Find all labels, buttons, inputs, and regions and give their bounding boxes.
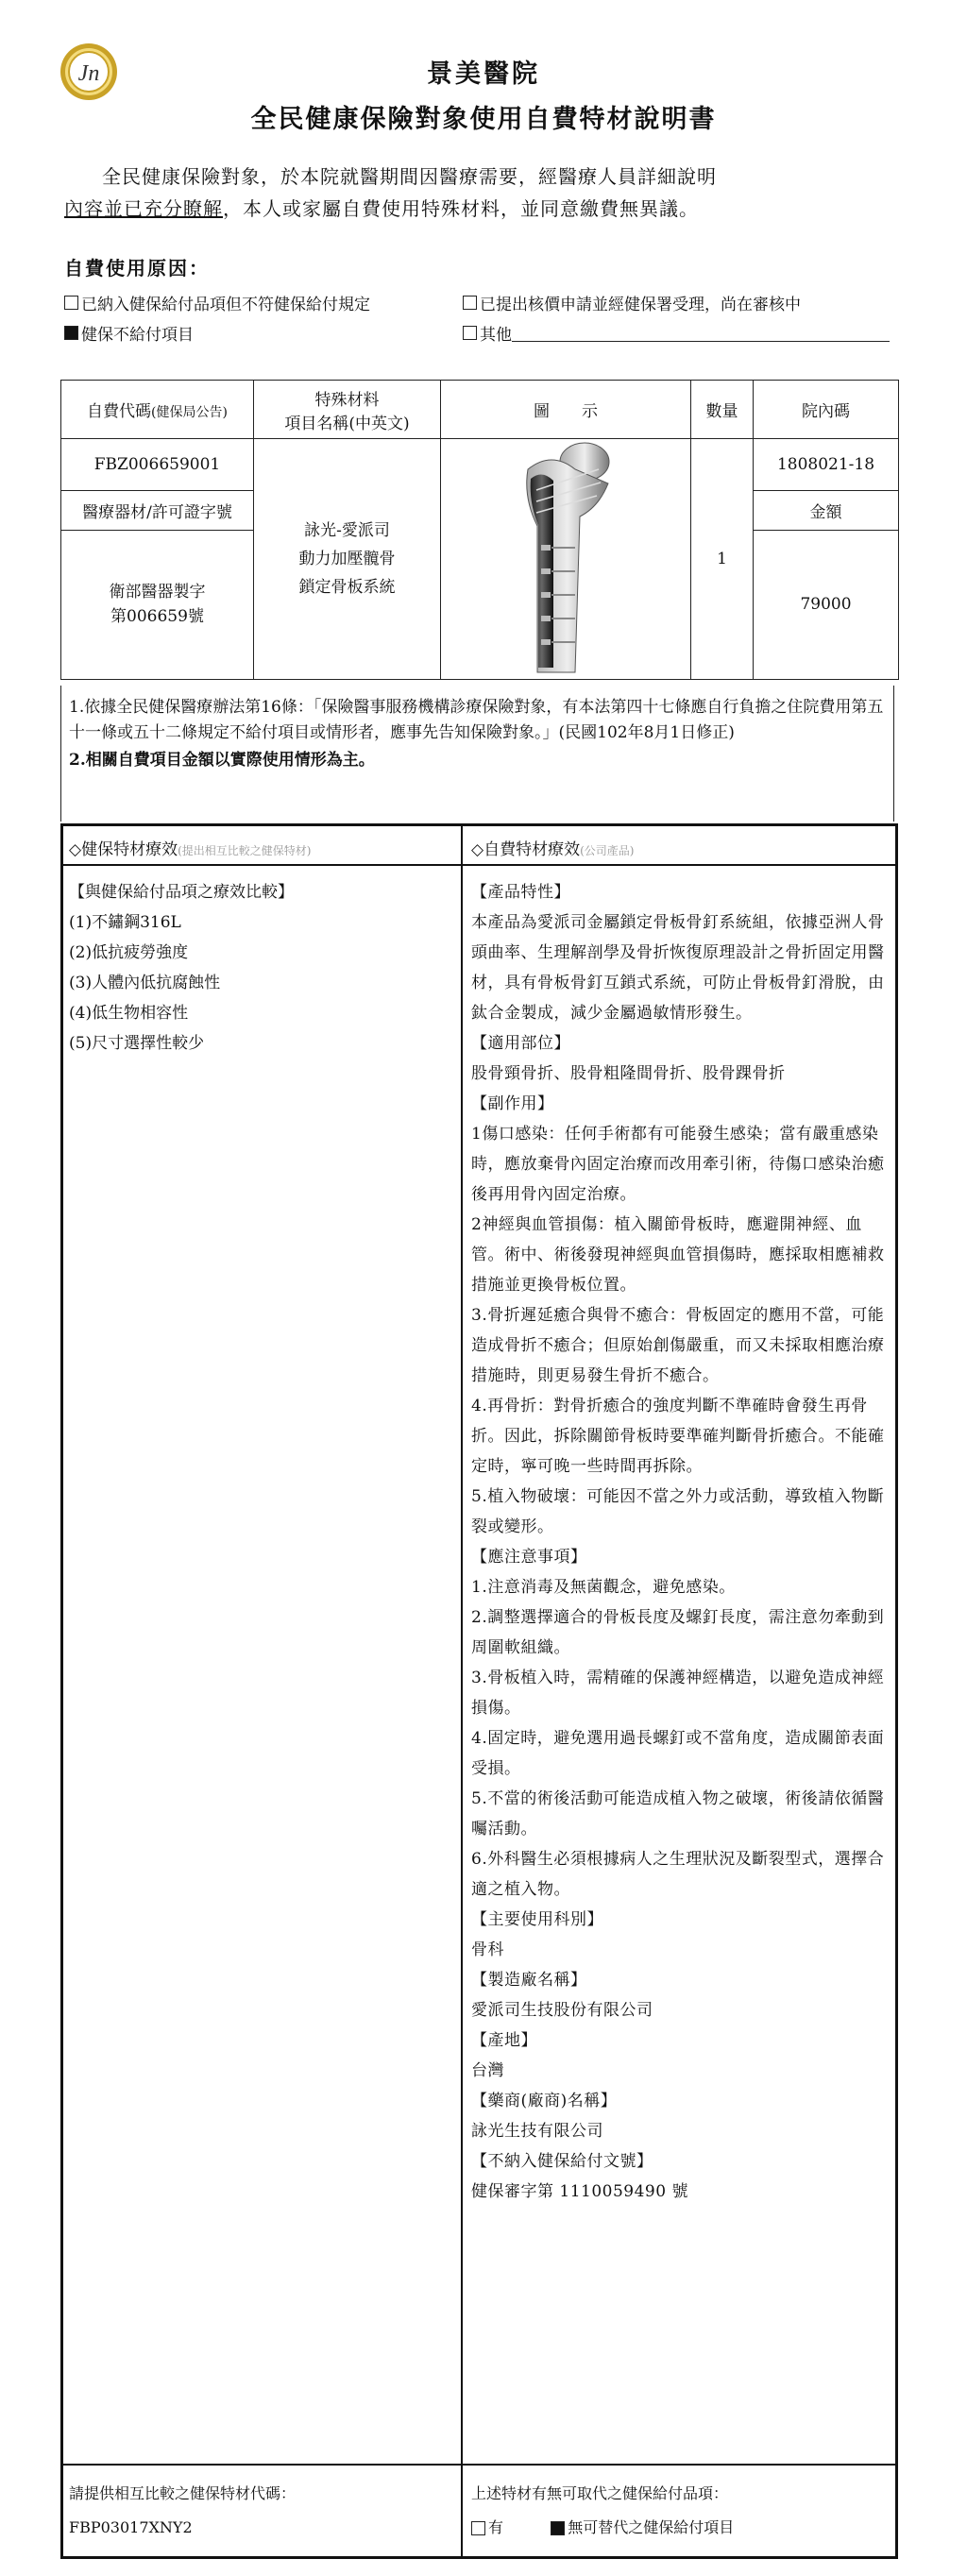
paragraph: 台灣: [471, 2061, 504, 2080]
header-material: 特殊材料 項目名稱(中英文): [254, 381, 441, 439]
license-value: 衛部醫器製字 第006659號: [61, 530, 254, 679]
paragraph: 愛派司生技股份有限公司: [471, 2001, 653, 2020]
header-divider: [63, 864, 895, 866]
bone-plate-image: [495, 441, 636, 677]
option-label: 健保不給付項目: [81, 326, 194, 345]
list-item: 【與健保給付品項之療效比較】: [69, 883, 294, 902]
logo-text: Jn: [77, 61, 100, 86]
section-heading: 【主要使用科別】: [471, 1910, 603, 1929]
section-heading: 【製造廠名稱】: [471, 1971, 587, 1990]
section-heading: 【適用部位】: [471, 1034, 570, 1053]
reason-option-not-covered[interactable]: [64, 321, 194, 345]
paragraph: 股骨頸骨折、股骨粗隆間骨折、股骨踝骨折: [471, 1064, 786, 1083]
material-name: 詠光-愛派司 動力加壓髖骨 鎖定骨板系統: [254, 439, 441, 680]
paragraph: 骨科: [471, 1940, 504, 1959]
paragraph: 2.調整選擇適合的骨板長度及螺釘長度，需注意勿牽動到周圍軟組織。: [471, 1608, 885, 1657]
paragraph: 4.固定時，避免選用過長螺釘或不當角度，造成關節表面受損。: [471, 1729, 885, 1778]
intro-underlined: 內容並已充分瞭解: [64, 197, 223, 220]
left-column-header: ◇健保特材療效(提出相互比較之健保特材): [69, 840, 312, 859]
implant-diagram: [441, 439, 691, 680]
section-heading: 【應注意事項】: [471, 1548, 587, 1567]
header-quantity: 數量: [691, 381, 754, 439]
paragraph: 5.不當的術後活動可能造成植入物之破壞，術後請依循醫囑活動。: [471, 1789, 885, 1839]
paragraph: 健保審字第 1110059490 號: [471, 2182, 688, 2201]
amount-value: 79000: [754, 530, 899, 679]
note-2: 2.相關自費項目金額以實際使用情形為主。: [69, 751, 375, 770]
list-item: (5)尺寸選擇性較少: [69, 1034, 205, 1053]
option-label: 其他: [480, 326, 512, 345]
other-blank[interactable]: [512, 324, 890, 342]
checkbox[interactable]: [64, 296, 78, 310]
amount-label: 金額: [754, 490, 899, 530]
checkbox[interactable]: [463, 326, 477, 340]
footer-right-label: 上述特材有無可取代之健保給付品項：: [471, 2484, 729, 2502]
paragraph: 本產品為愛派司金屬鎖定骨板骨釘系統組，依據亞洲人骨頭曲率、生理解剖學及骨折恢復原理設計之骨折固定用醫材，具有骨板骨釘互鎖式系統，可防止骨板骨釘滑脫，由鈦合金製成，減少金屬過敏情形發生。: [471, 913, 885, 1023]
license-label: 醫療器材/許可證字號: [61, 490, 254, 530]
reason-option-other[interactable]: [463, 321, 890, 345]
right-column-header: ◇自費特材療效(公司產品): [471, 840, 635, 859]
header-hospital-code: 院內碼: [754, 381, 899, 439]
footer-divider: [63, 2464, 895, 2466]
reason-title: 自費使用原因：: [64, 257, 210, 280]
checkbox-checked[interactable]: [64, 326, 78, 340]
intro-line1: 全民健康保險對象，於本院就醫期間因醫療需要，經醫療人員詳細說明: [102, 165, 717, 188]
option-label: 已納入健保給付品項但不符健保給付規定: [81, 296, 370, 314]
paragraph: 詠光生技有限公司: [471, 2122, 603, 2141]
paragraph: 5.植入物破壞：可能因不當之外力或活動，導致植入物斷裂或變形。: [471, 1487, 885, 1536]
covered-material-efficacy: [69, 877, 451, 1059]
list-item: (2)低抗疲勞強度: [69, 943, 189, 962]
section-heading: 【不納入健保給付文號】: [471, 2152, 653, 2171]
hospital-code-value: 1808021-18: [754, 439, 899, 491]
option-label: 無可替代之健保給付項目: [568, 2518, 735, 2536]
list-item: (4)低生物相容性: [69, 1004, 189, 1023]
option-label: 有: [488, 2518, 504, 2536]
section-heading: 【產品特性】: [471, 883, 570, 902]
paragraph: 1.注意消毒及無菌觀念，避免感染。: [471, 1578, 736, 1597]
checkbox-has-alternative[interactable]: [471, 2521, 485, 2535]
checkbox[interactable]: [463, 296, 477, 310]
footer-left: [69, 2477, 296, 2545]
self-pay-material-efficacy: [471, 877, 887, 2207]
reason-option-pending[interactable]: [463, 291, 801, 314]
option-label: 已提出核價申請並經健保署受理，尚在審核中: [480, 296, 801, 314]
form-title: 全民健康保險對象使用自費特材說明書: [250, 105, 717, 134]
quantity-value: 1: [691, 439, 754, 680]
column-divider: [461, 826, 463, 2556]
footer-right: [471, 2477, 734, 2545]
intro-line2: ，本人或家屬自費使用特殊材料，並同意繳費無異議。: [223, 197, 699, 220]
header-diagram: 圖 示: [441, 381, 691, 439]
header-self-code: 自費代碼(健保局公告): [61, 381, 254, 439]
hospital-name: 景美醫院: [427, 59, 540, 89]
comparison-grid: [60, 823, 898, 2559]
paragraph: 4.再骨折：對骨折癒合的強度判斷不準確時會發生再骨折。因此，拆除關節骨板時要準確判斷骨折癒合。不能確定時，寧可晚一些時間再拆除。: [471, 1397, 885, 1476]
footer-left-code: FBP03017XNY2: [69, 2518, 193, 2536]
note-1: 1.依據全民健保醫療辦法第16條：「保險醫事服務機構診療保險對象，有本法第四十七條應自行負擔之住院費用第五十一條或五十二條規定不給付項目或情形者，應事先告知保險對象。」(民國102年8月1日修正): [69, 698, 884, 742]
paragraph: 3.骨折遲延癒合與骨不癒合：骨板固定的應用不當，可能造成骨折不癒合；但原始創傷嚴重，而又未採取相應治療措施時，則更易發生骨折不癒合。: [471, 1306, 885, 1385]
section-heading: 【產地】: [471, 2031, 537, 2050]
paragraph: 2神經與血管損傷：植入關節骨板時，應避開神經、血管。術中、術後發現神經與血管損傷時，應採取相應補救措施並更換骨板位置。: [471, 1215, 885, 1295]
paragraph: 3.骨板植入時，需精確的保護神經構造，以避免造成神經損傷。: [471, 1669, 885, 1718]
checkbox-no-alternative[interactable]: [551, 2521, 565, 2535]
self-code-value: FBZ006659001: [61, 439, 254, 491]
section-heading: 【副作用】: [471, 1094, 554, 1113]
material-table: [60, 380, 899, 680]
reason-option-covered[interactable]: [64, 291, 370, 314]
paragraph: 1傷口感染：任何手術都有可能發生感染；當有嚴重感染時，應放棄骨內固定治療而改用牽引術，待傷口感染治癒後再用骨內固定治療。: [471, 1125, 885, 1204]
footer-left-label: 請提供相互比較之健保特材代碼：: [69, 2484, 297, 2502]
list-item: (1)不鏽鋼316L: [69, 913, 181, 932]
paragraph: 6.外科醫生必須根據病人之生理狀況及斷裂型式，選擇合適之植入物。: [471, 1850, 885, 1899]
list-item: (3)人體內低抗腐蝕性: [69, 974, 221, 992]
notes-section: [60, 686, 894, 822]
section-heading: 【藥商(廠商)名稱】: [471, 2092, 618, 2110]
intro-text: [64, 161, 914, 225]
